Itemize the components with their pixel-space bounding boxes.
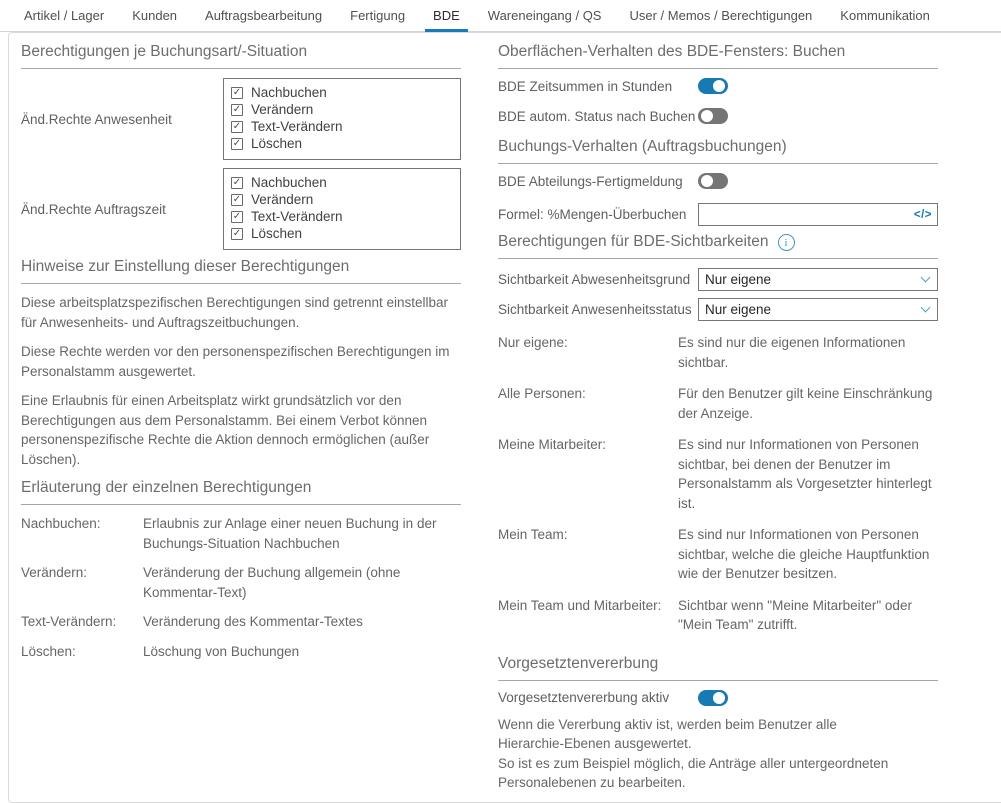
right-column <box>498 43 938 793</box>
toggle-label: BDE Abteilungs-Fertigmeldung <box>498 173 683 189</box>
checkbox-checked-icon[interactable]: ✓ <box>232 176 242 188</box>
checkbox-option[interactable] <box>231 135 456 152</box>
toggle-knob <box>701 110 713 122</box>
checkbox-option[interactable] <box>231 84 456 101</box>
section-title-text: Hinweise zur Einstellung dieser Berechtigungen <box>21 258 350 275</box>
autom-status-toggle[interactable] <box>698 108 728 124</box>
toggle-row-autom-status <box>498 108 938 124</box>
notes-paragraph: Eine Erlaubnis für einen Arbeitsplatz wirkt grundsätzlich vor den Berechtigungen aus dem Personalstamm. Bei einem Verbot können personenspezifische Rechte die Aktion dennoch ermöglichen (außer Löschen). <box>21 393 430 467</box>
toggle-row-zeitsummen <box>498 78 938 94</box>
checkgroup-label: Änd.Rechte Auftragszeit <box>21 201 166 217</box>
section-title-buchungs-verhalten <box>498 138 938 164</box>
info-icon[interactable]: i <box>778 234 795 251</box>
tab-fertigung[interactable]: Fertigung <box>350 8 406 23</box>
tab-user-memos-berechtigungen[interactable]: User / Memos / Berechtigungen <box>629 8 813 23</box>
toggle-knob <box>701 175 713 187</box>
dropdown-row-abwesenheitsgrund <box>498 268 938 291</box>
section-title-bde-sichtbarkeiten <box>498 233 938 259</box>
fertigmeldung-toggle[interactable] <box>698 173 728 189</box>
checkbox-checked-icon[interactable]: ✓ <box>232 193 242 205</box>
visibility-item <box>498 435 938 513</box>
selected-value: Nur eigene <box>705 302 772 317</box>
glossary-item <box>21 642 461 662</box>
visibility-term: Mein Team: <box>498 527 568 542</box>
tab-wareneingang-qs[interactable]: Wareneingang / QS <box>487 8 602 23</box>
dropdown-row-anwesenheitsstatus <box>498 298 938 321</box>
checkbox-option[interactable] <box>231 118 456 135</box>
section-title-berechtigungen-buchungsart <box>21 43 461 69</box>
checkbox-option-label: Löschen <box>251 136 303 151</box>
section-title-hinweise <box>21 258 461 284</box>
checkbox-checked-icon[interactable]: ✓ <box>232 86 242 98</box>
checkgroup-listbox[interactable] <box>223 168 461 250</box>
visibility-definition: Es sind nur die eigenen Informationen sichtbar. <box>678 335 906 370</box>
visibility-definition: Es sind nur Informationen von Personen sichtbar, welche die gleiche Hauptfunktion wie der Benutzer besitzen. <box>678 527 930 581</box>
chevron-down-icon <box>921 273 931 283</box>
dropdown-label: Sichtbarkeit Abwesenheitsgrund <box>498 272 691 287</box>
toggle-label: BDE Zeitsummen in Stunden <box>498 78 673 94</box>
checkbox-option[interactable] <box>231 191 456 208</box>
checkbox-checked-icon[interactable]: ✓ <box>232 227 242 239</box>
visibility-term: Meine Mitarbeiter: <box>498 437 607 452</box>
toggle-row-fertigmeldung <box>498 173 938 189</box>
section-title-erlaeuterung <box>21 479 461 505</box>
main-tabbar <box>0 0 1001 32</box>
inheritance-description <box>498 715 938 793</box>
glossary-item <box>21 514 461 553</box>
checkbox-option-label: Text-Verändern <box>251 119 343 134</box>
toggle-label: BDE autom. Status nach Buchen <box>498 108 696 124</box>
glossary-item <box>21 612 461 632</box>
glossary-definition: Löschung von Buchungen <box>143 643 300 659</box>
bde-settings-panel <box>8 32 1001 803</box>
section-title-text: Berechtigungen je Buchungsart/-Situation <box>21 43 308 60</box>
description-line: So ist es zum Beispiel möglich, die Anträge aller untergeordneten <box>498 755 889 771</box>
section-title-text: Erläuterung der einzelnen Berechtigungen <box>21 479 312 496</box>
toggle-label: Vorgesetztenvererbung aktiv <box>498 690 670 705</box>
dropdown-label: Sichtbarkeit Anwesenheitsstatus <box>498 302 692 317</box>
checkbox-checked-icon[interactable]: ✓ <box>232 103 242 115</box>
glossary-term: Löschen: <box>21 643 76 659</box>
toggle-row-vererbung <box>498 690 938 706</box>
checkgroup-label: Änd.Rechte Anwesenheit <box>21 111 172 127</box>
checkbox-option-label: Nachbuchen <box>251 85 327 100</box>
description-line: Personalebenen zu bearbeiten. <box>498 775 686 790</box>
checkbox-option-label: Löschen <box>251 226 303 241</box>
visibility-definition: Es sind nur Informationen von Personen sichtbar, bei denen der Benutzer im Personalstamm als Vorgesetzter hinterlegt ist. <box>678 437 932 511</box>
section-title-text: Oberflächen-Verhalten des BDE-Fensters: Buchen <box>498 43 846 60</box>
formula-input[interactable] <box>705 206 914 223</box>
toggle-knob <box>713 692 725 704</box>
glossary-definition: Veränderung des Kommentar-Textes <box>143 614 363 629</box>
section-title-text: Berechtigungen für BDE-Sichtbarkeiten <box>498 233 769 250</box>
checkbox-option[interactable] <box>231 225 456 242</box>
anwesenheitsstatus-select[interactable] <box>698 298 938 321</box>
selected-value: Nur eigene <box>705 272 772 287</box>
checkbox-checked-icon[interactable]: ✓ <box>232 137 242 149</box>
glossary-definition: Erlaubnis zur Anlage einer neuen Buchung in der Buchungs-Situation Nachbuchen <box>143 516 437 551</box>
tab-kommunikation[interactable]: Kommunikation <box>840 8 930 23</box>
glossary-item <box>21 563 461 602</box>
checkbox-option[interactable] <box>231 101 456 118</box>
glossary-definition: Veränderung der Buchung allgemein (ohne Kommentar-Text) <box>143 565 401 600</box>
abwesenheitsgrund-select[interactable] <box>698 268 938 291</box>
visibility-item <box>498 596 938 635</box>
code-editor-icon[interactable]: </> <box>913 208 932 221</box>
checkbox-option[interactable] <box>231 208 456 225</box>
checkbox-checked-icon[interactable]: ✓ <box>232 120 242 132</box>
section-title-text: Buchungs-Verhalten (Auftragsbuchungen) <box>498 138 787 155</box>
notes-paragraph: Diese arbeitsplatzspezifischen Berechtigungen sind getrennt einstellbar für Anwesenheits- und Auftragszeitbuchungen. <box>21 295 449 330</box>
formula-label: Formel: %Mengen-Überbuchen <box>498 207 687 222</box>
visibility-term: Nur eigene: <box>498 335 568 350</box>
checkbox-option-label: Verändern <box>251 192 314 207</box>
tab-kunden[interactable]: Kunden <box>132 8 178 23</box>
formula-input-wrap <box>698 203 938 226</box>
visibility-term: Mein Team und Mitarbeiter: <box>498 597 662 613</box>
description-line: Hierarchie-Ebenen ausgewertet. <box>498 736 692 751</box>
chevron-down-icon <box>921 303 931 313</box>
description-line: Wenn die Vererbung aktiv ist, werden beim Benutzer alle <box>498 716 837 732</box>
checkbox-option[interactable] <box>231 174 456 191</box>
tab-auftragsbearbeitung[interactable]: Auftragsbearbeitung <box>205 8 323 23</box>
glossary-term: Nachbuchen: <box>21 516 101 531</box>
zeitsummen-toggle[interactable] <box>698 78 728 94</box>
tab-artikel-lager[interactable]: Artikel / Lager <box>24 8 105 23</box>
checkgroup-auftragszeit <box>21 168 461 250</box>
section-title-text: Vorgesetztenvererbung <box>498 654 659 672</box>
visibility-item <box>498 525 938 584</box>
visibility-term: Alle Personen: <box>498 386 586 401</box>
left-column <box>21 43 461 671</box>
section-title-oberflaechen-verhalten <box>498 43 938 69</box>
checkbox-option-label: Nachbuchen <box>251 175 327 190</box>
checkbox-option-label: Verändern <box>251 102 314 117</box>
visibility-definition: Sichtbar wenn "Meine Mitarbeiter" oder "Mein Team" zutrifft. <box>678 597 912 632</box>
formula-row <box>498 203 938 226</box>
checkbox-checked-icon[interactable]: ✓ <box>232 210 242 222</box>
tab-bde[interactable]: BDE <box>419 0 474 32</box>
visibility-item <box>498 333 938 372</box>
checkbox-option-label: Text-Verändern <box>251 209 343 224</box>
glossary-term: Text-Verändern: <box>21 614 117 629</box>
notes-paragraph: Diese Rechte werden vor den personenspezifischen Berechtigungen im Personalstamm ausgewertet. <box>21 344 450 379</box>
vererbung-toggle[interactable] <box>698 690 728 706</box>
visibility-definition: Für den Benutzer gilt keine Einschränkung der Anzeige. <box>678 386 933 421</box>
checkgroup-listbox[interactable] <box>223 78 461 160</box>
checkgroup-anwesenheit <box>21 78 461 160</box>
visibility-item <box>498 384 938 423</box>
section-title-vorgesetztenvererbung <box>498 655 938 681</box>
glossary-term: Verändern: <box>21 565 88 580</box>
toggle-knob <box>713 80 725 92</box>
